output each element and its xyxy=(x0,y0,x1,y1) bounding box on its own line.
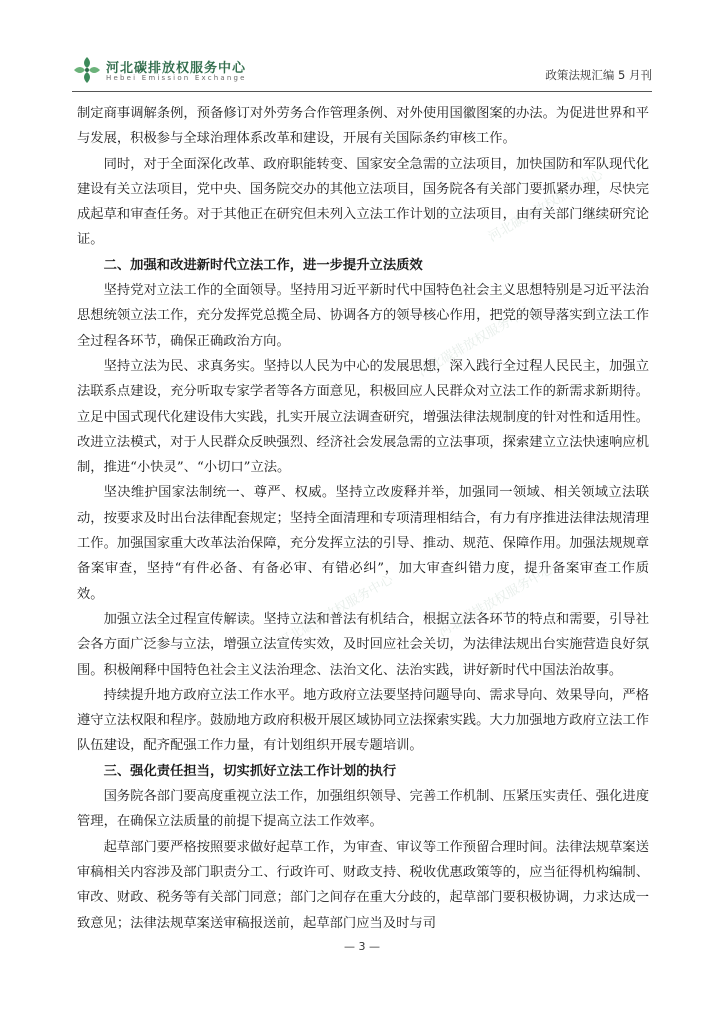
watermark: 河北碳排放权服务中心 xyxy=(415,302,537,381)
watermark: 河北碳排放权服务中心 xyxy=(275,572,397,651)
paragraph: 国务院各部门要高度重视立法工作，加强组织领导、完善工作机制、压紧压实责任、强化进度管理，在确保立法质量的前提下提高立法工作效率。 xyxy=(77,789,649,830)
paragraph: 制定商事调解条例，预备修订对外劳务合作管理条例、对外使用国徽图案的办法。为促进世界和平与发展，积极参与全球治理体系改革和建设，开展有关国际条约审核工作。 xyxy=(77,106,649,147)
org-name-english: Hebei Emission Exchange xyxy=(106,74,247,82)
paragraph: 坚持党对立法工作的全面领导。坚持用习近平新时代中国特色社会主义思想特别是习近平法治思想统领立法工作，充分发挥党总揽全局、协调各方的领导核心作用，把党的领导落实到立法工作全过程各环节，确保正确政治方向。 xyxy=(77,283,649,349)
hebei-emission-logo-icon xyxy=(72,55,102,85)
org-name: 河北碳排放权服务中心 xyxy=(106,61,247,76)
paragraph: 起草部门要严格按照要求做好起草工作，为审查、审议等工作预留合理时间。法律法规草案送审稿相关内容涉及部门职责分工、行政许可、财政支持、税收优惠政策等的，应当征得机构编制、审改、财政、税务等有关部门同意；部门之间存在重大分歧的，起草部门要积极协调，力求达成一致意见；法律法规草案送审稿报送前，起草部门应当及时与司 xyxy=(77,839,649,931)
section-heading: 二、加强和改进新时代立法工作，进一步提升立法质效 xyxy=(103,257,423,273)
paragraph: 坚决维护国家法制统一、尊严、权威。坚持立改废释并举，加强同一领域、相关领域立法联动，按要求及时出台法律配套规定；坚持全面清理和专项清理相结合，有力有序推进法律法规清理工作。加强国家重大改革法治保障，充分发挥立法的引导、推动、规范、保障作用。加强法规规章备案审查，坚持“有件必备、有备必审、有错必纠”，加大审查纠错力度，提升备案审查工作质效。 xyxy=(77,485,649,602)
paragraph: 持续提升地方政府立法工作水平。地方政府立法要坚持问题导向、需求导向、效果导向，严格遵守立法权限和程序。鼓励地方政府积极开展区域协同立法探索实践。大力加强地方政府立法工作队伍建设，配齐配强工作力量，有计划组织开展专题培训。 xyxy=(77,687,649,754)
document-body xyxy=(77,101,649,936)
publication-title: 政策法规汇编 5 月刊 xyxy=(545,68,652,82)
page-number: — 3 — xyxy=(344,940,380,953)
watermark: 河北碳排放权服务中心 xyxy=(485,167,607,246)
paragraph: 同时，对于全面深化改革、政府职能转变、国家安全急需的立法项目，加快国防和军队现代化建设有关立法项目，党中央、国务院交办的其他立法项目，国务院各有关部门要抓紧办理，尽快完成起草和审查任务。对于其他正在研究但未列入立法工作计划的立法项目，由有关部门继续研究论证。 xyxy=(77,156,649,248)
watermark: 河北碳排放权服务中心 xyxy=(435,562,557,641)
page-header xyxy=(72,55,652,89)
header-divider xyxy=(72,91,652,92)
section-heading: 三、强化责任担当，切实抓好立法工作计划的执行 xyxy=(103,763,397,779)
paragraph: 坚持立法为民、求真务实。坚持以人民为中心的发展思想，深入践行全过程人民民主，加强立法联系点建设，充分听取专家学者等各方面意见，积极回应人民群众对立法工作的新需求新期待。立足中国式现代化建设伟大实践，扎实开展立法调查研究，增强法律法规制度的针对性和适用性。改进立法模式，对于人民群众反映强烈、经济社会发展急需的立法事项，探索建立立法快速响应机制，推进“小快灵”、“小切口”立法。 xyxy=(77,358,649,476)
paragraph: 加强立法全过程宣传解读。坚持立法和普法有机结合，根据立法各环节的特点和需要，引导社会各方面广泛参与立法，增强立法宣传实效，及时回应社会关切，为法律法规出台实施营造良好氛围。积极阐释中国特色社会主义法治理念、法治文化、法治实践，讲好新时代中国法治故事。 xyxy=(77,611,649,678)
